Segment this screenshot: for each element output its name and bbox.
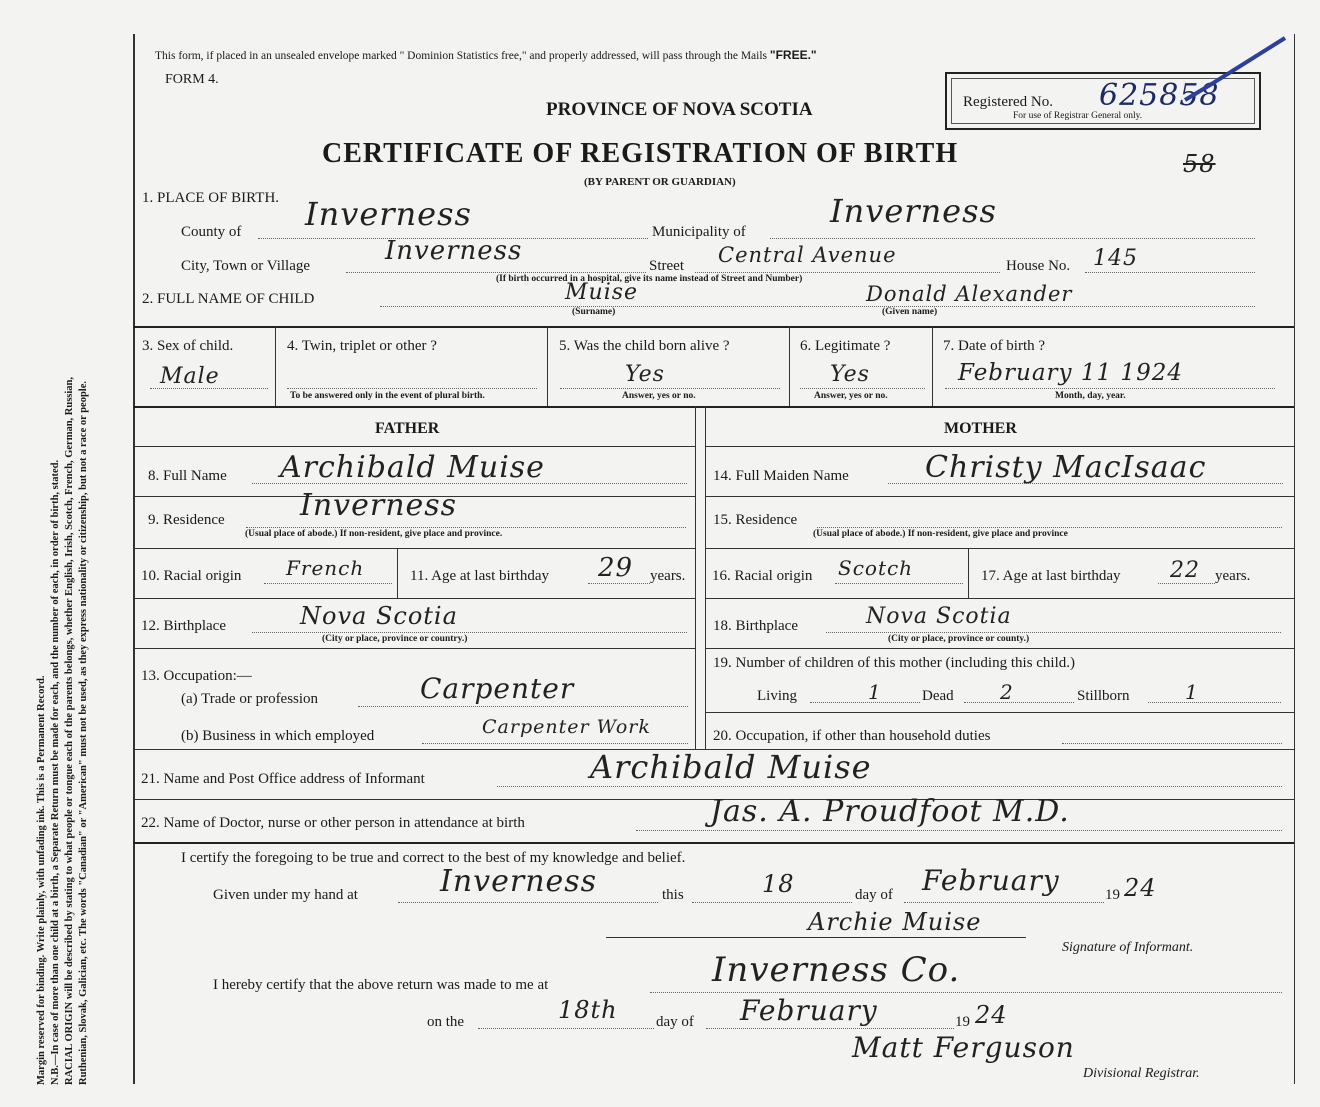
dob-value: February 11 1924 [958, 360, 1183, 386]
living-value: 1 [868, 680, 882, 704]
page-subtitle: (BY PARENT OR GUARDIAN) [584, 176, 736, 188]
surname-caption: (Surname) [572, 307, 616, 317]
informant-label: 21. Name and Post Office address of Informant [141, 771, 425, 787]
mother-age-value: 22 [1170, 558, 1200, 583]
father-heading: FATHER [375, 420, 440, 437]
given-year-value: 24 [1124, 874, 1157, 902]
mother-birthplace-label: 18. Birthplace [713, 618, 798, 634]
registered-label: Registered No. [963, 94, 1053, 110]
given-year-prefix: 19 [1105, 887, 1120, 903]
legitimate-note: Answer, yes or no. [814, 391, 888, 401]
registrar-year-prefix: 19 [955, 1014, 970, 1030]
given-place-value: Inverness [440, 864, 598, 899]
doctor-value: Jas. A. Proudfoot M.D. [710, 794, 1070, 829]
mother-name-value: Christy MacIsaac [925, 450, 1207, 485]
mail-notice: This form, if placed in an unsealed envelope marked " Dominion Statistics free," and properly addressed, will pass through the Mails "FREE." [155, 48, 817, 62]
form-number: FORM 4. [165, 72, 219, 87]
mother-age-unit: years. [1215, 568, 1251, 584]
right-border [1294, 34, 1295, 1084]
street-value: Central Avenue [718, 243, 897, 267]
father-racial-label: 10. Racial origin [141, 568, 242, 584]
certification-statement: I certify the foregoing to be true and correct to the best of my knowledge and belief. [181, 850, 686, 866]
registrar-signature: Matt Ferguson [852, 1031, 1075, 1064]
father-business-label: (b) Business in which employed [181, 728, 375, 744]
mother-children-label: 19. Number of children of this mother (including this child.) [713, 655, 1076, 671]
margin-notes [35, 35, 91, 1085]
mother-heading: MOTHER [944, 420, 1017, 437]
sex-value: Male [160, 364, 220, 389]
father-age-unit: years. [650, 568, 686, 584]
margin-note-binding: Margin reserved for binding. Write plainly, with unfading ink. This is a Permanent Record. [36, 675, 47, 1085]
twin-note: To be answered only in the event of plural birth. [290, 391, 485, 401]
registrar-year-value: 24 [975, 1001, 1008, 1029]
child-name-label: 2. FULL NAME OF CHILD [142, 291, 315, 307]
city-value: Inverness [385, 236, 523, 266]
margin-number: 58 [1183, 150, 1216, 178]
given-name-caption: (Given name) [882, 307, 938, 317]
registrar-place-value: Inverness Co. [712, 950, 961, 990]
father-residence-note: (Usual place of abode.) If non-resident, give place and province. [245, 529, 503, 539]
mother-racial-label: 16. Racial origin [712, 568, 813, 584]
house-value: 145 [1093, 246, 1138, 271]
dob-label: 7. Date of birth ? [943, 338, 1046, 354]
county-value: Inverness [305, 195, 472, 233]
place-of-birth-label: 1. PLACE OF BIRTH. [142, 190, 280, 206]
father-birthplace-label: 12. Birthplace [141, 618, 226, 634]
registrar-on-the-label: on the [427, 1014, 465, 1030]
house-label: House No. [1006, 258, 1071, 274]
father-occupation-label: 13. Occupation:— [141, 668, 252, 684]
hospital-note: (If birth occurred in a hospital, give its name instead of Street and Number) [496, 274, 803, 284]
legitimate-value: Yes [830, 362, 870, 387]
father-birthplace-note: (City or place, province or country.) [322, 634, 468, 644]
twin-label: 4. Twin, triplet or other ? [287, 338, 437, 354]
surname-value: Muise [565, 280, 639, 305]
dead-label: Dead [922, 688, 954, 704]
mother-residence-note: (Usual place of abode.) If non-resident, give place and province [813, 529, 1068, 539]
registrar-note: For use of Registrar General only. [1013, 111, 1143, 121]
father-name-label: 8. Full Name [148, 468, 227, 484]
dob-note: Month, day, year. [1055, 391, 1126, 401]
mother-age-label: 17. Age at last birthday [981, 568, 1121, 584]
blue-check-mark [1180, 30, 1290, 110]
registrar-month-value: February [740, 994, 878, 1027]
registered-number: 625858 [1099, 78, 1220, 113]
left-border [133, 34, 135, 1084]
stillborn-label: Stillborn [1077, 688, 1130, 704]
father-business-value: Carpenter Work [482, 716, 651, 738]
registrar-day-value: 18th [558, 996, 618, 1024]
margin-note-multiple-births: N.B.—In case of more than one child at a birth, a Separate Return must be made for each, and the number of each, in order of birth, stated. [50, 459, 61, 1085]
legitimate-label: 6. Legitimate ? [800, 338, 891, 354]
margin-note-racial-origin: RACIAL ORIGIN will be described by stating to what people or tongue each of the parents belongs, whether English, Irish, Scotch, French, German, Russian, [64, 376, 75, 1085]
margin-note-nationality: Ruthenian, Slovak, Galician, etc. The words "Canadian" or "American" must not be used, as they express nationality or citizenship, but not a race or people. [78, 380, 89, 1085]
father-age-label: 11. Age at last birthday [410, 568, 549, 584]
given-name-value: Donald Alexander [866, 282, 1073, 306]
street-label: Street [649, 258, 684, 274]
father-trade-value: Carpenter [420, 672, 575, 705]
dead-value: 2 [1000, 680, 1014, 704]
given-under-label: Given under my hand at [213, 887, 358, 903]
mother-racial-value: Scotch [838, 556, 914, 580]
alive-note: Answer, yes or no. [622, 391, 696, 401]
father-residence-value: Inverness [300, 488, 458, 523]
father-age-value: 29 [598, 553, 634, 583]
registrar-caption: Divisional Registrar. [1083, 1066, 1200, 1081]
stillborn-value: 1 [1185, 680, 1199, 704]
given-day-of-label: day of [855, 887, 893, 903]
mother-residence-label: 15. Residence [713, 512, 798, 528]
informant-signature: Archie Muise [808, 908, 982, 936]
doctor-label: 22. Name of Doctor, nurse or other person in attendance at birth [141, 815, 525, 831]
father-birthplace-value: Nova Scotia [300, 602, 458, 630]
alive-value: Yes [625, 362, 665, 387]
mother-occupation-label: 20. Occupation, if other than household duties [713, 728, 991, 744]
registrar-day-of-label: day of [656, 1014, 694, 1030]
alive-label: 5. Was the child born alive ? [559, 338, 730, 354]
mother-birthplace-note: (City or place, province or county.) [888, 634, 1030, 644]
father-racial-value: French [286, 556, 365, 580]
given-day-value: 18 [762, 870, 795, 898]
informant-value: Archibald Muise [590, 748, 872, 786]
municipality-label: Municipality of [652, 224, 746, 240]
mail-free: "FREE." [769, 48, 817, 62]
sex-label: 3. Sex of child. [142, 338, 234, 354]
mother-birthplace-value: Nova Scotia [866, 604, 1012, 629]
city-label: City, Town or Village [181, 258, 311, 274]
county-label: County of [181, 224, 242, 240]
municipality-value: Inverness [830, 192, 997, 230]
living-label: Living [757, 688, 797, 704]
informant-signature-caption: Signature of Informant. [1062, 940, 1194, 955]
father-trade-label: (a) Trade or profession [181, 691, 319, 707]
page-title: CERTIFICATE OF REGISTRATION OF BIRTH [322, 138, 959, 169]
province-heading: PROVINCE OF NOVA SCOTIA [546, 99, 813, 120]
father-name-value: Archibald Muise [280, 450, 545, 485]
father-residence-label: 9. Residence [148, 512, 225, 528]
registrar-statement: I hereby certify that the above return was made to me at [213, 977, 549, 993]
mother-name-label: 14. Full Maiden Name [713, 468, 849, 484]
given-month-value: February [922, 864, 1060, 897]
given-this-label: this [662, 887, 684, 903]
